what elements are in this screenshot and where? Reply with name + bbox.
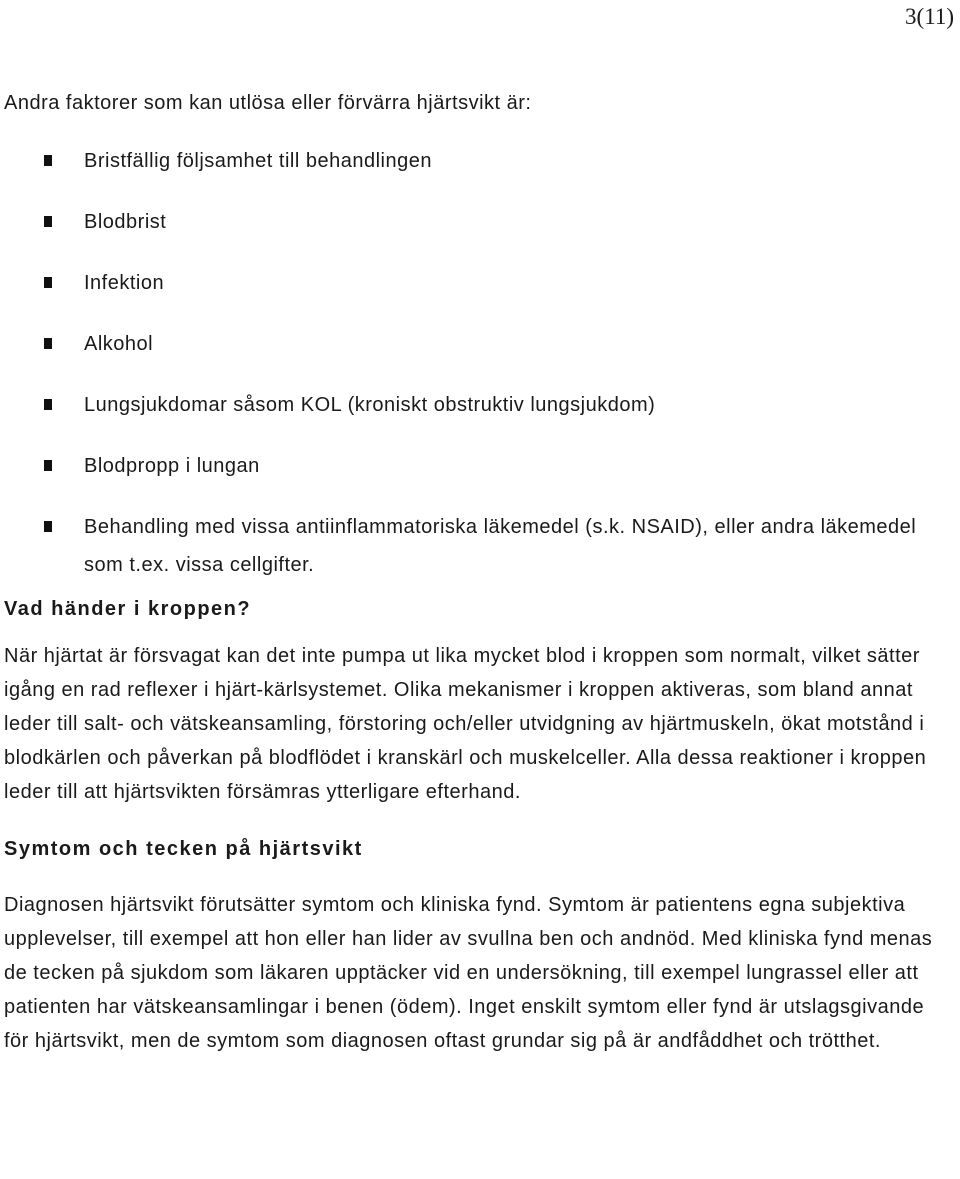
body-effects-paragraph: När hjärtat är försvagat kan det inte pumpa ut lika mycket blod i kroppen som normalt, vilket sätter igång en rad reflexer i hjärt-kärlsystemet. Olika mekanismer i kroppen aktiveras, som bland annat leder till salt- och vätskeansamling, förstoring och/eller utvidgning av hjärtmuskeln, ökat motstånd i blodkärlen och påverkan på blodflödet i kranskärl och muskelceller. Alla dessa reaktioner i kroppen leder till att hjärtsvikten försämras ytterligare efterhand. — [4, 645, 927, 803]
document-body — [4, 88, 954, 1058]
square-bullet-icon — [44, 460, 52, 471]
square-bullet-icon — [44, 399, 52, 410]
list-item-text: Infektion — [84, 272, 165, 294]
list-item-text: Behandling med vissa antiinflammatoriska läkemedel (s.k. NSAID), eller andra läkemedel som t.ex. vissa cellgifter. — [84, 516, 917, 576]
list-item-text: Blodpropp i lungan — [84, 455, 260, 477]
list-item — [4, 447, 954, 485]
list-item — [4, 264, 954, 302]
list-item — [4, 142, 954, 180]
square-bullet-icon — [44, 338, 52, 349]
list-item-text: Bristfällig följsamhet till behandlingen — [84, 150, 432, 172]
page-number: 3(11) — [905, 4, 954, 29]
list-item — [4, 508, 954, 584]
list-item — [4, 386, 954, 424]
section-heading-body-effects: Vad händer i kroppen? — [4, 598, 252, 620]
list-item-text: Alkohol — [84, 333, 154, 355]
symptoms-paragraph: Diagnosen hjärtsvikt förutsätter symtom och kliniska fynd. Symtom är patientens egna subjektiva upplevelser, till exempel att hon eller han lider av svullna ben och andnöd. Med kliniska fynd menas de tecken på sjukdom som läkaren upptäcker vid en undersökning, till exempel lungrassel eller att patienten har vätskeansamlingar i benen (ödem). Inget enskilt symtom eller fynd är utslagsgivande för hjärtsvikt, men de symtom som diagnosen oftast grundar sig på är andfåddhet och trötthet. — [4, 894, 933, 1052]
section-heading-symptoms: Symtom och tecken på hjärtsvikt — [4, 838, 363, 860]
list-item — [4, 325, 954, 363]
intro-text: Andra faktorer som kan utlösa eller förvärra hjärtsvikt är: — [4, 92, 532, 114]
square-bullet-icon — [44, 216, 52, 227]
square-bullet-icon — [44, 521, 52, 532]
square-bullet-icon — [44, 155, 52, 166]
list-item-text: Blodbrist — [84, 211, 167, 233]
list-item-text: Lungsjukdomar såsom KOL (kroniskt obstruktiv lungsjukdom) — [84, 394, 656, 416]
square-bullet-icon — [44, 277, 52, 288]
list-item — [4, 203, 954, 241]
risk-factor-list — [4, 142, 954, 584]
